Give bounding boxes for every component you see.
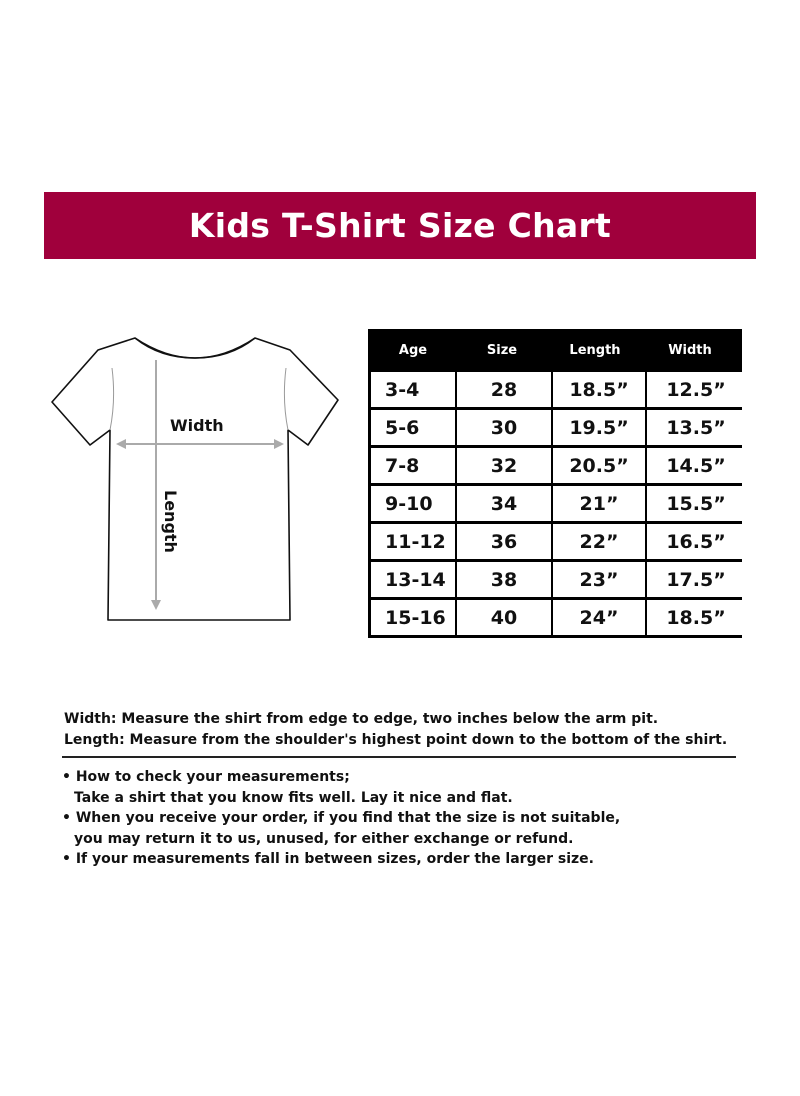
- cell-length: 21”: [553, 486, 645, 521]
- cell-age: 15-16: [371, 600, 455, 635]
- cell-age: 9-10: [371, 486, 455, 521]
- note-item: • When you receive your order, if you find that the size is not suitable,: [62, 810, 621, 826]
- cell-length: 22”: [553, 524, 645, 559]
- tshirt-diagram: [50, 330, 340, 630]
- note-item: • How to check your measurements;: [62, 769, 350, 785]
- cell-age: 11-12: [371, 524, 455, 559]
- note-item-continued: you may return it to us, unused, for either exchange or refund.: [74, 830, 574, 847]
- cell-length: 24”: [553, 600, 645, 635]
- measurement-descriptions: [64, 709, 744, 751]
- cell-width: 16.5”: [647, 524, 745, 559]
- length-label: Length: [161, 490, 180, 553]
- notes-list: [62, 767, 752, 870]
- size-table: [368, 329, 742, 638]
- cell-size: 38: [457, 562, 551, 597]
- table-header: [371, 329, 739, 372]
- cell-age: 13-14: [371, 562, 455, 597]
- page-title: Kids T-Shirt Size Chart: [188, 206, 612, 245]
- divider: [62, 756, 736, 758]
- header-length: Length: [569, 343, 621, 358]
- width-description: Width: Measure the shirt from edge to edge, two inches below the arm pit.: [64, 711, 659, 727]
- cell-length: 23”: [553, 562, 645, 597]
- width-label: Width: [170, 416, 224, 435]
- cell-size: 36: [457, 524, 551, 559]
- cell-size: 32: [457, 448, 551, 483]
- header-width: Width: [668, 343, 712, 358]
- cell-length: 19.5”: [553, 410, 645, 445]
- cell-age: 5-6: [371, 410, 455, 445]
- note-item-continued: Take a shirt that you know fits well. Lay it nice and flat.: [74, 789, 513, 806]
- cell-size: 30: [457, 410, 551, 445]
- cell-width: 18.5”: [647, 600, 745, 635]
- length-description: Length: Measure from the shoulder's highest point down to the bottom of the shirt.: [64, 732, 728, 748]
- cell-age: 3-4: [371, 372, 455, 407]
- cell-length: 18.5”: [553, 372, 645, 407]
- cell-size: 28: [457, 372, 551, 407]
- title-banner: [44, 192, 756, 259]
- cell-width: 15.5”: [647, 486, 745, 521]
- note-item: • If your measurements fall in between sizes, order the larger size.: [62, 851, 594, 867]
- cell-age: 7-8: [371, 448, 455, 483]
- cell-length: 20.5”: [553, 448, 645, 483]
- header-age: Age: [398, 343, 428, 358]
- cell-size: 34: [457, 486, 551, 521]
- table-body: [371, 372, 739, 635]
- cell-width: 13.5”: [647, 410, 745, 445]
- header-size: Size: [486, 343, 518, 358]
- cell-size: 40: [457, 600, 551, 635]
- cell-width: 14.5”: [647, 448, 745, 483]
- tshirt-outline-icon: [50, 330, 340, 630]
- cell-width: 12.5”: [647, 372, 745, 407]
- cell-width: 17.5”: [647, 562, 745, 597]
